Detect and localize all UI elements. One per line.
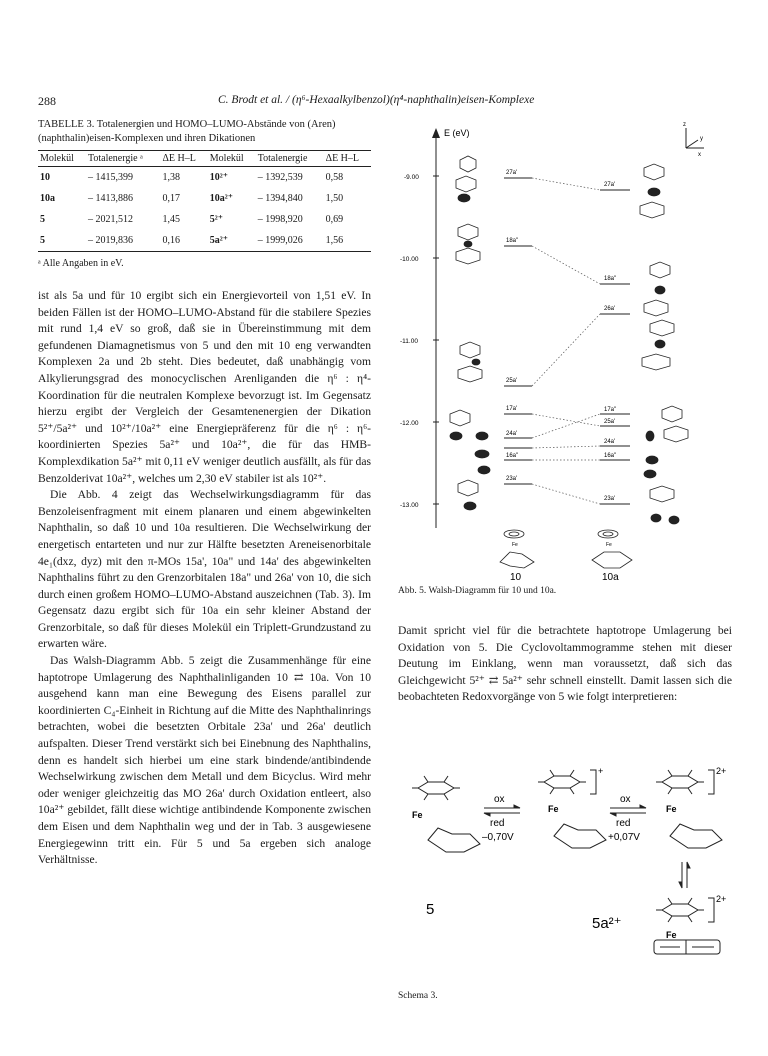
running-title: C. Brodt et al. / (η⁶-Hexaalkylbenzol)(η⁴-naphthalin)eisen-Komplexe [218,94,535,106]
table-cell: 5²⁺ [209,214,224,225]
table-header-cell: Molekül [208,151,256,167]
table-header-cell: Totalenergie [256,151,324,167]
structure-label-10: 10 [510,572,522,582]
red-label: red [616,818,631,829]
table-cell: 0,17 [162,193,180,204]
table-cell: – 1998,920 [257,214,303,225]
orbital-label-right: 18a" [604,276,617,282]
paragraph: Das Walsh-Diagramm Abb. 5 zeigt die Zusammenhänge für eine haptotrope Umlagerung des Naphthalinliganden 10 ⇄ 10a. Von 10 ausgehend kann man eine Bewegung des Eisens parallel zur koordinierten C₄-Einheit in Richtung auf die Mitte des Naphthalinrings betrachten, wobei die besetzten Orbitale 23a' und 26a' deutlich aufspalten. Dieser Trend verstärkt sich bei Einebnung des Naphthalins, denn es handelt sich hierbei um eine stark bindende/antibindende Wechselwirkung zwischen dem Metall und dem Bicyclus. Wird mehr oder weniger gleichzeitig das MO 26a' durch Oxidation entleert, also 10a²⁺ gebildet, fällt diese wichtige antibindende Komponente zwischen dem Eisen und dem Naphthalin weg und der in Tab. 3 ausgewiesene Energiegewinn tritt ein. Für 5 und 5a ergeben sich analoge Verhältnisse. [38,654,371,867]
axis-y-label: y [700,136,703,142]
tick-label: -13.00 [400,502,419,509]
right-column-text: Damit spricht viel für die betrachtete haptotrope Umlagerung bei Oxidation von 5. Die Cyclovoltammogramme stehen mit dieser Deutung im Einklang, wenn man voraussetzt, daß sich das Gleichgewicht 5²⁺ ⇄ 5a²⁺ sehr schnell einstellt. Damit lassen sich die beobachteten Redoxvorgänge von 5 wie folgt interpretieren: [398,624,732,704]
table-row [38,230,371,252]
fe-label: Fe [606,542,612,548]
page-number: 288 [38,94,56,108]
table-cell: 0,16 [160,230,207,252]
table-cell: 5 [38,230,86,252]
orbital-label-right: 23a' [604,496,616,502]
fe-label: Fe [548,804,559,814]
orbital-label-left: 24a' [506,431,518,437]
fe-label: Fe [666,804,677,814]
fe-label: Fe [666,930,677,940]
table-header-cell: ΔE H–L [324,151,371,167]
walsh-diagram [398,118,734,582]
table-cell: 10²⁺ [209,172,229,183]
tick-label: -9.00 [404,174,419,181]
orbital-label-right: 24a' [604,439,616,445]
potential-label: +0,07V [608,832,640,843]
table-caption: TABELLE 3. Totalenergien und HOMO–LUMO-Abstände von (Aren)(naphthalin)eisen-Komplexen und ihren Dikationen [38,119,336,144]
tick-label: -11.00 [400,338,418,345]
ox-label: ox [494,794,505,805]
compound-label-5: 5 [426,901,435,918]
table-cell: – 1413,886 [87,193,133,204]
potential-label: –0,70V [482,832,514,843]
table-cell: 1,50 [325,193,344,204]
table-3 [38,150,371,252]
structure-label-10a: 10a [602,572,619,582]
table-cell: – 1392,539 [257,172,303,183]
table-cell: 10a [40,193,55,204]
table-cell: 0,69 [325,214,344,225]
red-label: red [490,818,505,829]
orbital-label-right: 17a" [604,407,617,413]
scheme-caption: Schema 3. [398,991,438,1001]
table-cell: 5a²⁺ [208,230,256,252]
orbital-label-left: 25a' [506,378,518,384]
table-header-row [38,151,371,167]
orbital-label-left: 17a' [506,406,518,412]
table-cell: – 1999,026 [256,230,324,252]
coordinate-axes-icon [683,122,704,158]
orbital-label-right: 26a' [604,306,616,312]
equilibrium-arrows [484,805,690,888]
orbital-label-left: 16a" [506,453,519,459]
orbital-label-left: 18a" [506,238,519,244]
tick-label: -10.00 [400,256,419,263]
table-cell: – 1415,399 [87,172,133,183]
left-column-text [38,288,371,869]
structure-sketches [500,530,632,568]
table-row [38,209,371,230]
table-cell: 1,45 [162,214,180,225]
table-cell: – 2019,836 [86,230,161,252]
scheme-structures [412,770,722,954]
orbital-label-right: 25a' [604,419,616,425]
figure-caption: Abb. 5. Walsh-Diagramm für 10 und 10a. [398,586,557,596]
table-cell: 0,58 [325,172,344,183]
ox-label: ox [620,794,631,805]
charge-label: 2+ [716,766,727,776]
orbital-label-right: 27a' [604,182,616,188]
orbital-label-left: 23a' [506,476,518,482]
table-cell: 1,38 [162,172,180,183]
table-footnote: ᵃ Alle Angaben in eV. [38,258,124,269]
table-row [38,167,371,189]
table-cell: – 1394,840 [257,193,303,204]
energy-axis-label: E (eV) [444,128,470,138]
table-cell: 10 [40,172,50,183]
paragraph: ist als 5a und für 10 ergibt sich ein Energievorteil von 1,51 eV. In beiden Fällen ist der HOMO–LUMO-Abstand für die stabilere Spezies mit rund 1,4 eV so groß, daß sie in Übereinstimmung mit dem gefundenen Diamagnetismus von 5 und den mit 10 eng verwandten Komplexen 2a und 2b steht. Dies bedeutet, daß unabhängig vom Alkylierungsgrad des monocyclischen Arenliganden die η⁶ : η⁴-Koordination für die neutralen Komplexe bevorzugt ist. Im Gegensatz hierzu ergibt der Vergleich der Gesamtenenergien der Dikation 5²⁺/5a²⁺ und 10²⁺/10a²⁺ eine Energiepräferenz für die η⁶ : η⁶-koordinierten Spezies 5a²⁺ und 10a²⁺, die für das HMB-Komplexdikation 5a²⁺ mit 0,11 eV weniger deutlich ausfällt, als für das Benzolderivat 10a²⁺, welches um 2,30 eV stabiler ist als 10²⁺. [38,289,371,485]
orbital-label-left: 26a' [578,214,590,220]
energy-axis-arrow [432,128,440,138]
axis-z-label: z [683,122,686,128]
tick-label: -12.00 [400,420,419,427]
mo-pictures-left [450,156,490,510]
table-cell: 5 [40,214,45,225]
table-row [38,188,371,209]
table-header-cell: ΔE H–L [160,151,207,167]
compound-label-5a2: 5a²⁺ [592,915,622,932]
axis-x-label: x [698,152,701,158]
table-header-cell: Totalenergie ᵃ [86,151,161,167]
table-header-cell: Molekül [38,151,86,167]
orbital-label-left: 27a' [506,170,518,176]
table-cell: 10a²⁺ [209,193,234,204]
charge-label: 2+ [716,894,727,904]
correlation-lines [532,178,600,504]
fe-label: Fe [512,542,518,548]
scheme-3 [398,760,734,988]
charge-label: + [598,766,604,776]
mo-pictures-right [640,164,688,524]
fe-label: Fe [412,810,423,820]
paragraph: Die Abb. 4 zeigt das Wechselwirkungsdiagramm für das Benzoleisenfragment mit einem planaren und einem abgewinkelten Naphthalin, so daß 10 und 10a resultieren. Die Wechselwirkung der energetisch entarteten und nur zur Hälfte besetzten Areneisenorbitale 4e₁(dxz, dyz) mit den π-MOs 15a', 10a" und 14a' des abgewinkelten Naphthalins führt zu den Grenzorbitalen 18a" und 26a' von 10, die sich durch einen großem HOMO–LUMO-Abstand auszeichnen (Tab. 3). Im Gegensatz dazu ergibt sich für 10a ein sehr kleiner Abstand der Grenzorbitale, so daß für dieses Molekül ein Triplett-Grundzustand zu erwarten wäre. [38,488,371,651]
orbital-label-right: 16a" [604,453,617,459]
table-cell: – 2021,512 [87,214,133,225]
table-cell: 1,56 [324,230,371,252]
